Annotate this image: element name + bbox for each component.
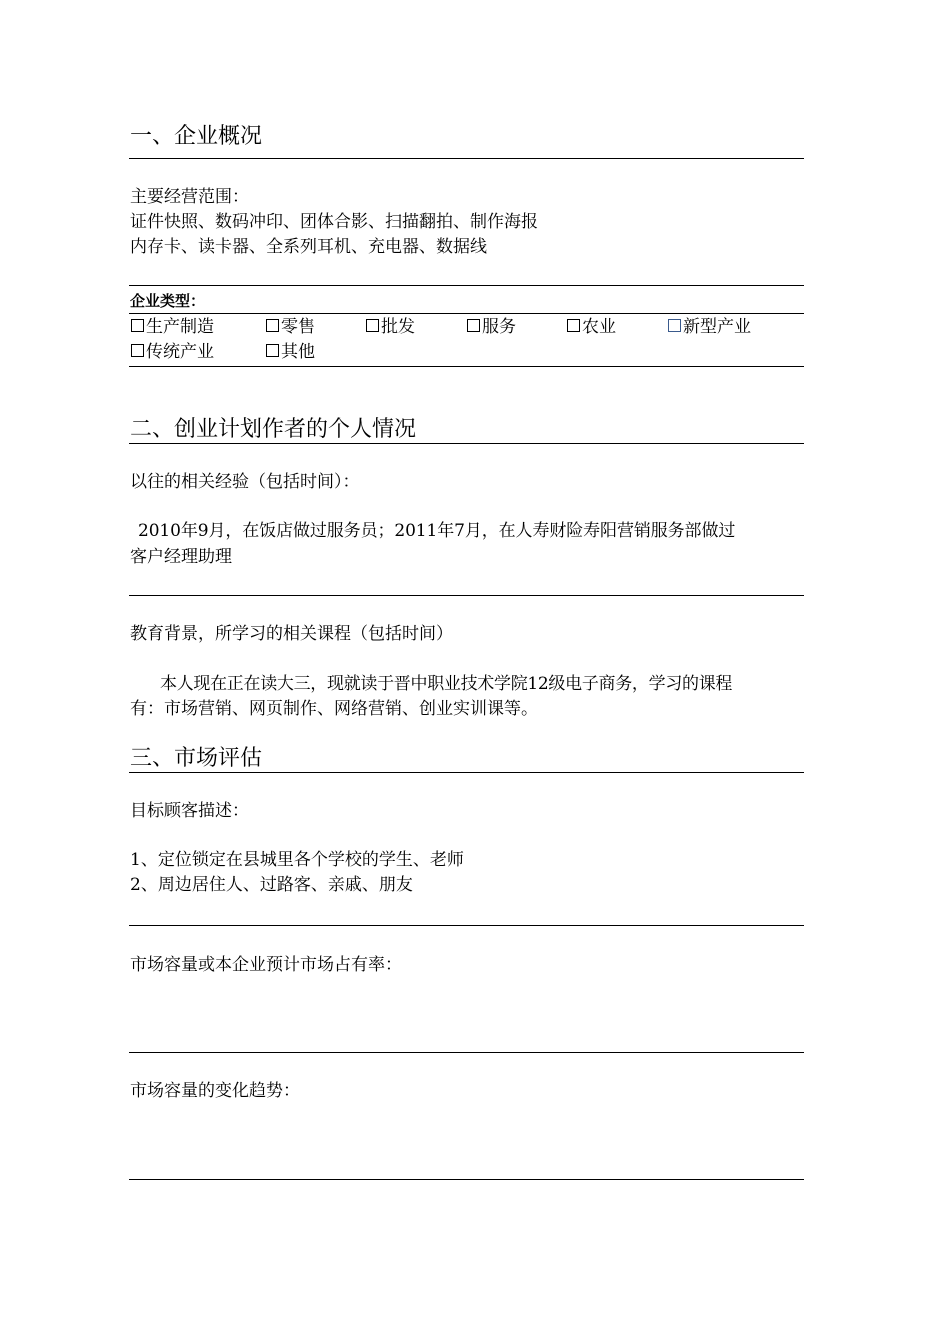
trend-label: 市场容量的变化趋势： (130, 1081, 300, 1101)
divider (129, 158, 804, 159)
divider (129, 313, 804, 314)
checkbox-type[interactable]: 农业 (567, 315, 616, 340)
target-item: 1、定位锁定在县城里各个学校的学生、老师 (130, 850, 464, 870)
divider (129, 925, 804, 926)
checkbox-type[interactable]: 零售 (266, 315, 315, 340)
target-item: 2、周边居住人、过路客、亲戚、朋友 (130, 875, 413, 895)
capacity-label: 市场容量或本企业预计市场占有率： (130, 955, 402, 975)
section1-title: 一、企业概况 (130, 124, 263, 149)
checkbox-icon (131, 319, 144, 332)
divider (129, 285, 804, 286)
checkbox-type[interactable]: 服务 (467, 315, 516, 340)
checkbox-icon (366, 319, 379, 332)
education-text: 本人现在正在读大三，现就读于晋中职业技术学院12级电子商务，学习的课程 (160, 674, 733, 694)
section3-title: 三、市场评估 (130, 746, 263, 771)
checkbox-icon (266, 319, 279, 332)
checkbox-icon (266, 344, 279, 357)
checkbox-type[interactable]: 生产制造 (131, 315, 214, 340)
experience-text: 2010年9月，在饭店做过服务员；2011年7月，在人寿财险寿阳营销服务部做过 (138, 521, 736, 541)
divider (129, 595, 804, 596)
divider (129, 366, 804, 367)
checkbox-icon (467, 319, 480, 332)
checkbox-icon (131, 344, 144, 357)
checkbox-type[interactable]: 其他 (266, 340, 315, 365)
education-text: 有：市场营销、网页制作、网络营销、创业实训课等。 (130, 699, 538, 719)
divider (129, 772, 804, 773)
type-label: 企业类型： (130, 292, 206, 310)
target-label: 目标顾客描述： (130, 801, 249, 821)
education-label: 教育背景，所学习的相关课程（包括时间） (130, 624, 453, 644)
divider (129, 1052, 804, 1053)
scope-line: 内存卡、读卡器、全系列耳机、充电器、数据线 (130, 237, 487, 257)
experience-label: 以往的相关经验（包括时间）： (130, 472, 360, 492)
checkbox-type[interactable]: 批发 (366, 315, 415, 340)
checkbox-type[interactable]: 传统产业 (131, 340, 214, 365)
section2-title: 二、创业计划作者的个人情况 (130, 417, 417, 442)
experience-text: 客户经理助理 (130, 547, 232, 567)
checkbox-icon (567, 319, 580, 332)
checkbox-type[interactable]: 新型产业 (668, 315, 751, 340)
divider (129, 443, 804, 444)
checkbox-icon (668, 319, 681, 332)
divider (129, 1179, 804, 1180)
scope-label: 主要经营范围： (130, 187, 249, 207)
scope-line: 证件快照、数码冲印、团体合影、扫描翻拍、制作海报 (130, 212, 538, 232)
